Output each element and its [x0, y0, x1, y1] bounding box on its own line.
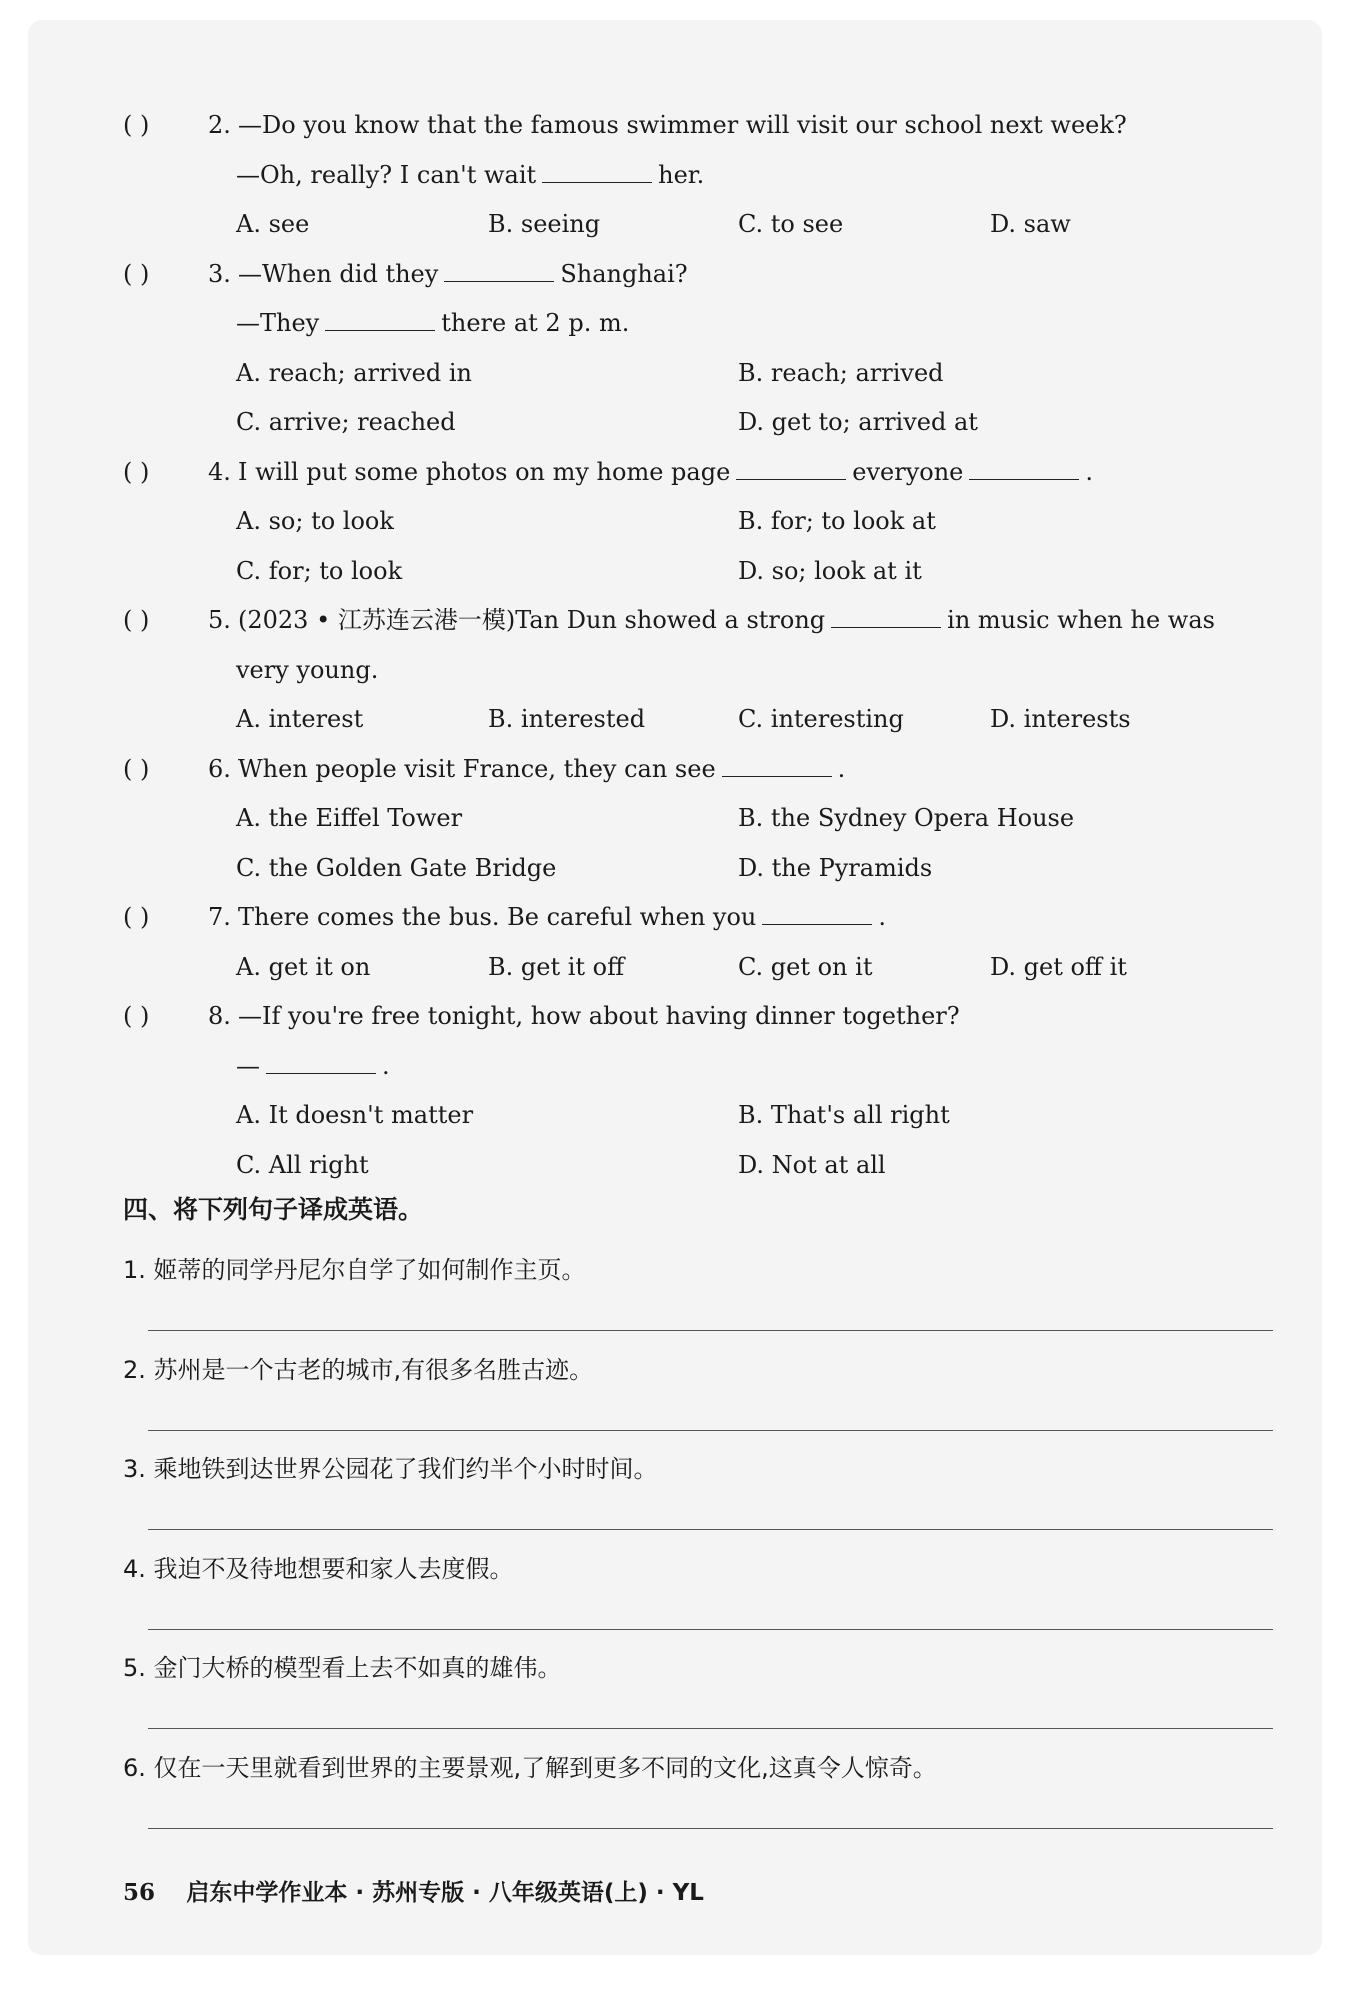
translation-prompt: 4. 我迫不及待地想要和家人去度假。 — [123, 1554, 514, 1583]
question-number: 6. — [208, 754, 231, 783]
answer-option: D. interests — [990, 705, 1131, 733]
page-number: 56 — [123, 1879, 156, 1906]
section-title: 四、将下列句子译成英语。 — [123, 1195, 424, 1224]
answer-option: A. the Eiffel Tower — [236, 804, 463, 832]
question-number: 7. — [208, 903, 231, 931]
answer-option: C. All right — [236, 1150, 369, 1179]
answer-option: A. get it on — [236, 952, 371, 981]
answer-option: C. interesting — [738, 705, 904, 733]
answer-option: D. get to; arrived at — [738, 408, 978, 436]
question-number: 8. — [208, 1002, 231, 1030]
answer-bracket: ( ) — [123, 903, 150, 931]
answer-bracket: ( ) — [123, 754, 150, 783]
question-text: —If you're free tonight, how about having dinner together? — [238, 1002, 960, 1030]
answer-option: B. seeing — [488, 210, 601, 238]
answer-option: C. the Golden Gate Bridge — [236, 853, 557, 882]
answer-option: B. interested — [488, 705, 646, 733]
answer-bracket: ( ) — [123, 606, 150, 634]
answer-option: B. get it off — [488, 952, 625, 981]
question-text: (2023 • 江苏连云港一模)Tan Dun showed a strong in music when he was — [238, 606, 1215, 634]
answer-option: A. reach; arrived in — [236, 358, 473, 387]
answer-writing-line[interactable] — [148, 1430, 1273, 1431]
answer-blank[interactable] — [831, 605, 941, 628]
question-text: —Do you know that the famous swimmer will visit our school next week? — [238, 111, 1127, 139]
question-number: 2. — [208, 111, 231, 139]
answer-option: A. so; to look — [236, 507, 394, 535]
translation-prompt: 6. 仅在一天里就看到世界的主要景观,了解到更多不同的文化,这真令人惊奇。 — [123, 1753, 937, 1782]
answer-writing-line[interactable] — [148, 1828, 1273, 1829]
question-text: — . — [236, 1051, 390, 1080]
answer-option: C. arrive; reached — [236, 408, 456, 436]
translation-prompt: 2. 苏州是一个古老的城市,有很多名胜古迹。 — [123, 1355, 594, 1384]
answer-blank[interactable] — [325, 308, 435, 331]
answer-option: D. so; look at it — [738, 556, 922, 585]
question-text: very young. — [236, 655, 379, 684]
answer-writing-line[interactable] — [148, 1529, 1273, 1530]
answer-option: B. That's all right — [738, 1101, 950, 1129]
answer-blank[interactable] — [266, 1051, 376, 1074]
translation-prompt: 5. 金门大桥的模型看上去不如真的雄伟。 — [123, 1654, 562, 1682]
answer-option: B. for; to look at — [738, 507, 936, 535]
question-text: —When did they Shanghai? — [238, 259, 688, 288]
answer-option: A. see — [236, 210, 310, 238]
answer-option: D. Not at all — [738, 1150, 886, 1179]
question-text: —Oh, really? I can't wait her. — [236, 160, 705, 189]
answer-option: C. get on it — [738, 952, 873, 981]
answer-option: C. to see — [738, 210, 844, 238]
answer-bracket: ( ) — [123, 1002, 150, 1030]
answer-option: D. get off it — [990, 952, 1127, 981]
answer-blank[interactable] — [969, 457, 1079, 480]
answer-writing-line[interactable] — [148, 1728, 1273, 1729]
answer-writing-line[interactable] — [148, 1629, 1273, 1630]
answer-blank[interactable] — [762, 902, 872, 925]
question-text: I will put some photos on my home page everyone . — [238, 457, 1094, 486]
answer-blank[interactable] — [444, 259, 554, 282]
answer-bracket: ( ) — [123, 259, 150, 288]
answer-option: A. It doesn't matter — [236, 1101, 474, 1129]
answer-option: B. reach; arrived — [738, 358, 944, 387]
answer-option: C. for; to look — [236, 556, 403, 585]
translation-prompt: 1. 姬蒂的同学丹尼尔自学了如何制作主页。 — [123, 1256, 586, 1284]
answer-option: D. saw — [990, 210, 1071, 238]
page-footer — [123, 1878, 704, 1908]
question-number: 4. — [208, 457, 231, 486]
answer-blank[interactable] — [736, 457, 846, 480]
question-number: 3. — [208, 259, 231, 288]
book-title: 启东中学作业本 · 苏州专版 · 八年级英语(上) · YL — [186, 1880, 704, 1906]
answer-bracket: ( ) — [123, 111, 150, 139]
answer-blank[interactable] — [542, 160, 652, 183]
worksheet-page — [28, 20, 1322, 1955]
answer-option: D. the Pyramids — [738, 853, 933, 882]
question-text: There comes the bus. Be careful when you . — [238, 903, 887, 931]
answer-bracket: ( ) — [123, 457, 150, 486]
translation-prompt: 3. 乘地铁到达世界公园花了我们约半个小时时间。 — [123, 1455, 658, 1483]
question-number: 5. — [208, 606, 231, 634]
answer-option: B. the Sydney Opera House — [738, 804, 1075, 832]
answer-blank[interactable] — [722, 754, 832, 777]
answer-option: A. interest — [236, 705, 364, 733]
answer-writing-line[interactable] — [148, 1330, 1273, 1331]
question-text: When people visit France, they can see . — [238, 754, 846, 783]
question-text: —They there at 2 p. m. — [236, 309, 630, 337]
